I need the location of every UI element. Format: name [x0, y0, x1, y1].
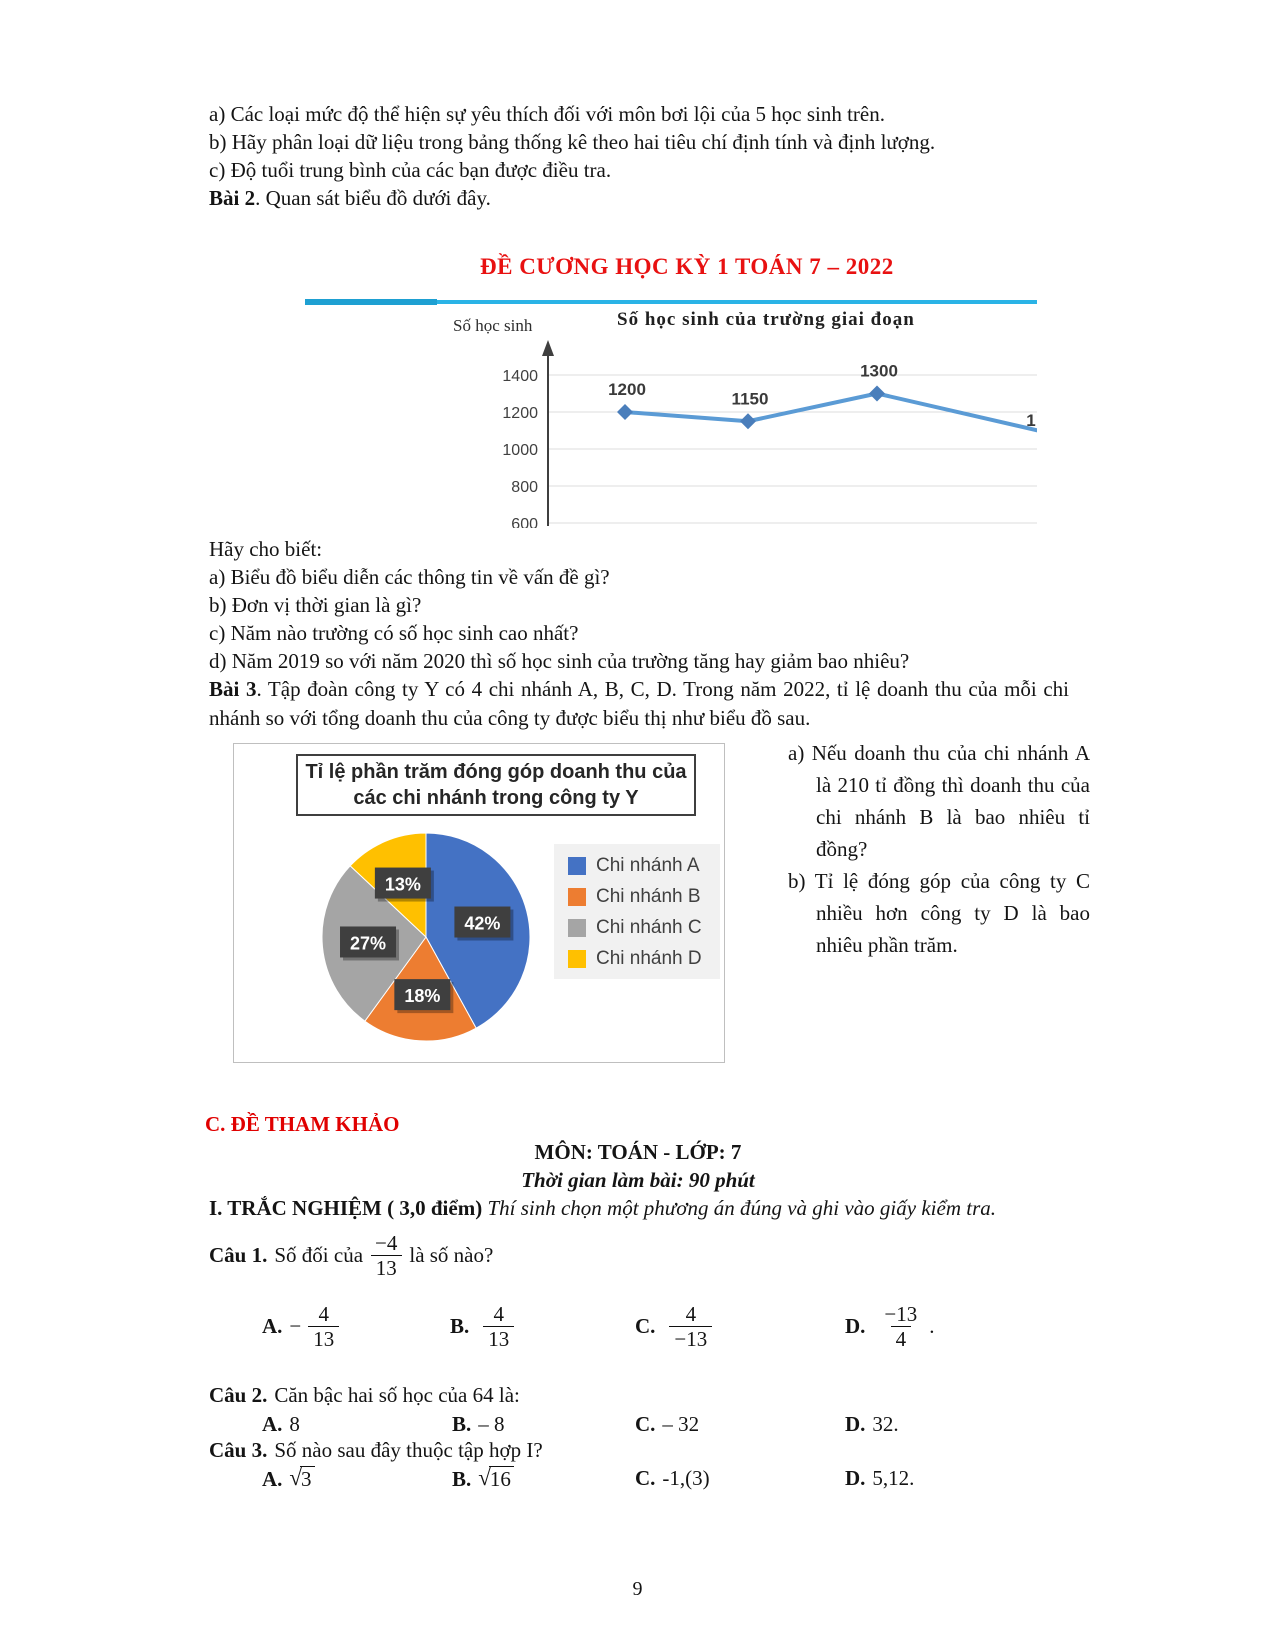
fraction-denominator: 4 [891, 1326, 912, 1351]
section-c-title: C. ĐỀ THAM KHẢO [205, 1112, 400, 1136]
bai2-label: Bài 2 [209, 186, 256, 210]
part1-note: Thí sinh chọn một phương án đúng và ghi vào giấy kiểm tra. [487, 1196, 996, 1220]
option-fraction [669, 1302, 712, 1351]
bai3-question-b: b) Tỉ lệ đóng góp của công ty C nhiều hơn công ty D là bao nhiêu phần trăm. [788, 869, 1090, 957]
bai2-text: . Quan sát biểu đồ dưới đây. [255, 186, 491, 210]
data-point-label: 1300 [860, 361, 898, 381]
legend-item-d [568, 943, 720, 974]
option-sign: − [289, 1313, 302, 1338]
question-1-fraction [370, 1231, 402, 1280]
option-text: 8 [289, 1412, 300, 1436]
exam-duration: Thời gian làm bài: 90 phút [521, 1168, 755, 1192]
data-point-marker [740, 413, 756, 429]
option-letter: B. [452, 1466, 472, 1491]
y-tick-label: 1200 [502, 405, 538, 422]
option-letter: A. [262, 1466, 283, 1491]
pie-chart-title: Tỉ lệ phần trăm đóng góp doanh thu của các chi nhánh trong công ty Y [296, 754, 696, 816]
line-chart-title: Số học sinh của trường giai đoạn [617, 309, 915, 330]
q1-option-c [635, 1300, 719, 1352]
radicand: 16 [489, 1466, 514, 1492]
fraction-numerator: −4 [375, 1230, 398, 1255]
legend-item-b [568, 881, 720, 912]
question-2 [209, 1383, 520, 1408]
q2-option-b [452, 1412, 505, 1437]
intro-block [209, 100, 1089, 212]
clipped-data-label: 1 [1026, 411, 1036, 430]
q1-option-b [450, 1300, 521, 1352]
legend-label-d: Chi nhánh D [596, 947, 702, 969]
option-fraction [308, 1302, 339, 1351]
q2-option-d [845, 1412, 899, 1437]
radical-sign: √ [289, 1465, 303, 1490]
radical-sign: √ [478, 1465, 491, 1490]
bai3-paragraph [209, 675, 1069, 733]
fraction-numerator: 4 [493, 1301, 505, 1326]
option-letter: B. [450, 1313, 470, 1338]
q3-option-a [262, 1466, 315, 1492]
pie-value-label: 18% [404, 986, 441, 1007]
data-point-marker [869, 386, 885, 402]
question-3-text: Số nào sau đây thuộc tập hợp I? [274, 1438, 543, 1462]
part1-label: I. TRẮC NGHIỆM ( 3,0 điểm) [209, 1196, 483, 1220]
option-letter: D. [845, 1313, 866, 1338]
fraction-numerator: −13 [884, 1301, 918, 1326]
q3-option-d [845, 1466, 914, 1491]
y-tick-label: 1400 [502, 368, 538, 385]
question-1-after: là số nào? [409, 1242, 494, 1267]
y-tick-label: 800 [511, 479, 538, 496]
option-text: 5,12. [872, 1466, 915, 1490]
option-letter: C. [635, 1466, 656, 1490]
fraction-denominator: 13 [308, 1326, 339, 1351]
legend-label-a: Chi nhánh A [596, 854, 700, 876]
q1-option-a [262, 1300, 346, 1352]
question-3-label: Câu 3. [209, 1438, 268, 1462]
option-letter: B. [452, 1412, 472, 1436]
option-letter: C. [635, 1412, 656, 1436]
fraction-denominator: −13 [669, 1326, 712, 1351]
option-fraction [879, 1302, 922, 1351]
square-root [478, 1466, 514, 1492]
q2-option-c [635, 1412, 699, 1437]
pie-value-label: 42% [464, 913, 501, 934]
line-chart-ylabel: Số học sinh [453, 316, 533, 335]
option-letter: A. [262, 1412, 283, 1436]
fraction-numerator: 4 [318, 1301, 330, 1326]
q2-option-a [262, 1412, 300, 1437]
question-1-before: Số đối của [274, 1242, 364, 1267]
line-chart-svg [305, 250, 1037, 528]
bai3-text: . Tập đoàn công ty Y có 4 chi nhánh A, B, C, D. Trong năm 2022, tỉ lệ doanh thu của mỗi chi nhánh so với tổng doanh thu của công ty được biểu thị như biểu đồ sau. [209, 677, 1070, 730]
figure-header: ĐỀ CƯƠNG HỌC KỲ 1 TOÁN 7 – 2022 [480, 254, 894, 279]
y-tick-label: 600 [511, 516, 538, 528]
q1-option-d [845, 1300, 935, 1352]
data-point-label: 1200 [608, 380, 646, 399]
legend-swatch-d [568, 950, 586, 968]
y-tick-label: 1000 [502, 442, 538, 459]
fraction-denominator: 13 [483, 1326, 514, 1351]
y-axis-arrow [542, 340, 554, 356]
bai2-questions-intro: Hãy cho biết: [209, 537, 323, 561]
legend-item-c [568, 912, 720, 943]
question-2-label: Câu 2. [209, 1383, 268, 1407]
legend-swatch-a [568, 857, 586, 875]
legend-swatch-b [568, 888, 586, 906]
legend-item-a [568, 850, 720, 881]
pie-chart-figure [233, 743, 725, 1063]
bai3-label: Bài 3 [209, 677, 257, 701]
question-1-label: Câu 1. [209, 1242, 268, 1267]
option-text: 32. [872, 1412, 899, 1436]
option-suffix: . [929, 1313, 935, 1338]
option-text: – 32 [662, 1412, 700, 1436]
option-text: – 8 [478, 1412, 505, 1436]
q3-option-b [452, 1466, 514, 1492]
legend-label-b: Chi nhánh B [596, 885, 701, 907]
option-fraction [483, 1302, 514, 1351]
bai3-questions [788, 737, 1090, 961]
data-point-marker [617, 404, 633, 420]
intro-line-a: a) Các loại mức độ thể hiện sự yêu thích đối với môn bơi lội của 5 học sinh trên. [209, 102, 885, 126]
option-text: -1,(3) [662, 1466, 710, 1490]
fraction-numerator: 4 [685, 1301, 697, 1326]
pie-legend [554, 844, 720, 979]
bai2-question-d: d) Năm 2019 so với năm 2020 thì số học sinh của trường tăng hay giảm bao nhiêu? [209, 649, 910, 673]
bai2-question-a: a) Biểu đồ biểu diễn các thông tin về vấn đề gì? [209, 565, 610, 589]
option-letter: C. [635, 1313, 656, 1338]
exam-subject: MÔN: TOÁN - LỚP: 7 [534, 1140, 742, 1164]
question-2-text: Căn bậc hai số học của 64 là: [274, 1383, 520, 1407]
bai2-question-c: c) Năm nào trường có số học sinh cao nhất? [209, 621, 579, 645]
option-letter: A. [262, 1313, 283, 1338]
legend-swatch-c [568, 919, 586, 937]
pie-value-label: 27% [350, 933, 387, 954]
option-letter: D. [845, 1466, 866, 1490]
intro-line-b: b) Hãy phân loại dữ liệu trong bảng thống kê theo hai tiêu chí định tính và định lượng. [209, 130, 936, 154]
question-3 [209, 1438, 543, 1463]
fraction-denominator: 13 [371, 1255, 402, 1280]
pie-value-label: 13% [384, 874, 421, 895]
bai2-questions [209, 535, 1089, 675]
line-chart-figure [305, 250, 1037, 528]
page-number: 9 [632, 1578, 643, 1600]
square-root [289, 1466, 314, 1492]
intro-line-c: c) Độ tuổi trung bình của các bạn được điều tra. [209, 158, 612, 182]
option-letter: D. [845, 1412, 866, 1436]
radicand: 3 [300, 1466, 315, 1492]
bai2-heading [209, 184, 1089, 212]
data-point-label: 1150 [731, 389, 769, 409]
legend-label-c: Chi nhánh C [596, 916, 702, 938]
bai3-question-a: a) Nếu doanh thu của chi nhánh A là 210 tỉ đồng thì doanh thu của chi nhánh B là bao nhiêu tỉ đồng? [788, 741, 1090, 861]
part1-heading [209, 1196, 1089, 1221]
q3-option-c [635, 1466, 710, 1491]
question-1 [209, 1228, 493, 1282]
bai2-question-b: b) Đơn vị thời gian là gì? [209, 593, 422, 617]
